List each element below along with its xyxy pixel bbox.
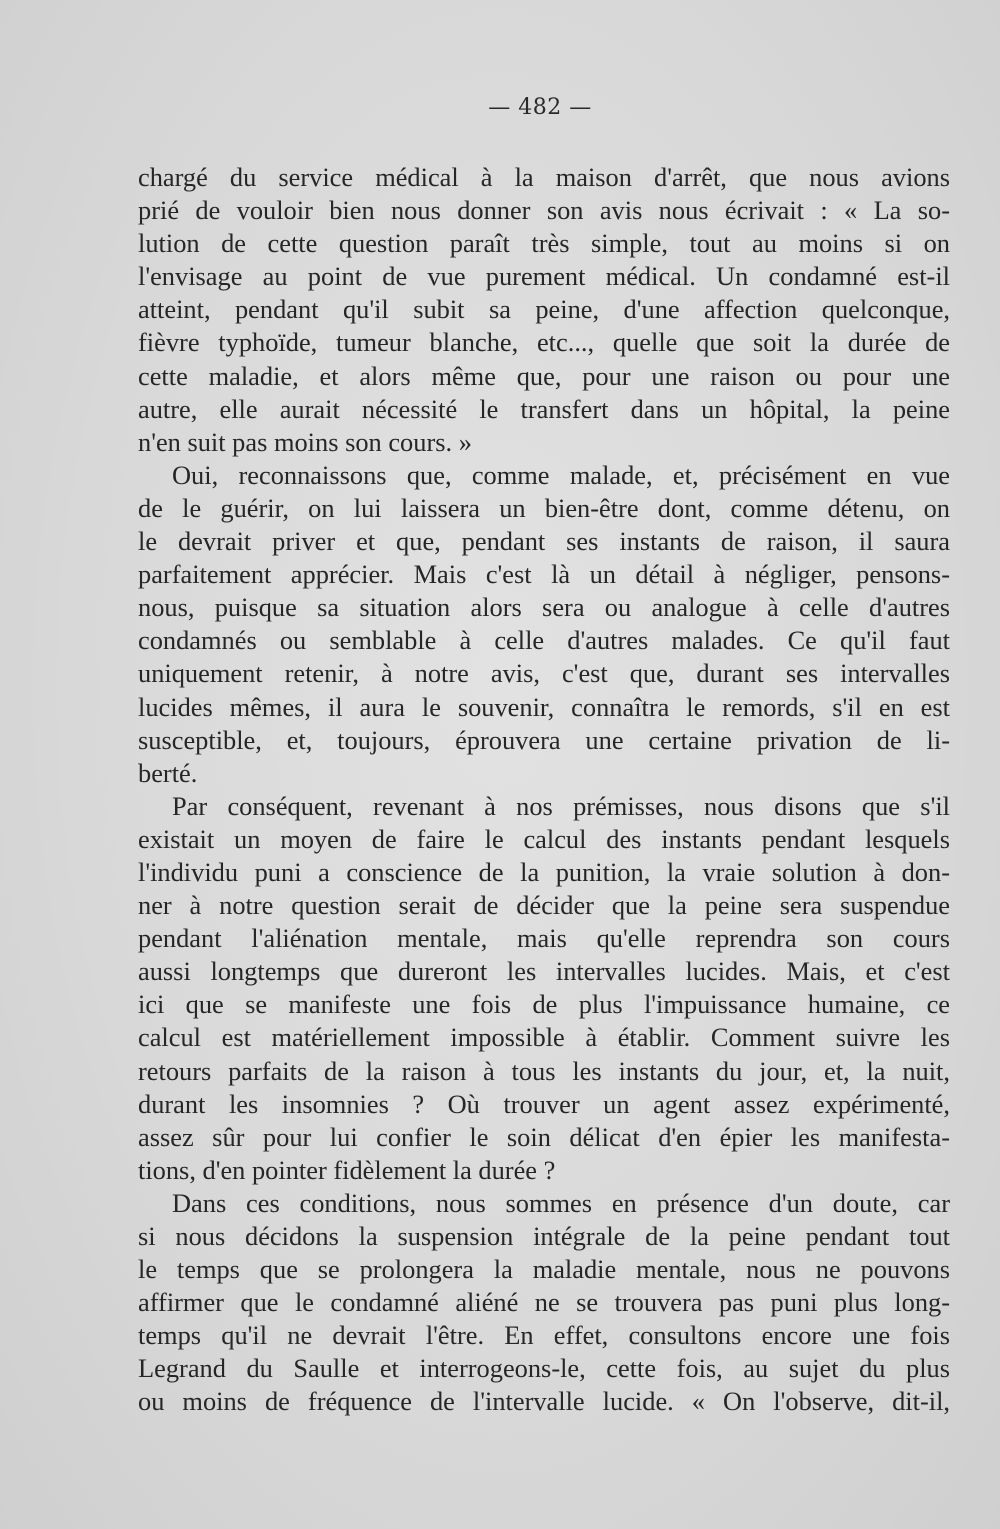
text-line: Oui, reconnaissons que, comme malade, et, précisément en vue	[172, 459, 950, 490]
text-line: berté.	[138, 757, 198, 788]
text-line: calcul est matériellement impossible à établir. Comment suivre les	[138, 1022, 950, 1053]
text-line: de le guérir, on lui laissera un bien-être dont, comme détenu, on	[138, 492, 950, 523]
text-line: ou moins de fréquence de l'intervalle lucide. « On l'observe, dit-il,	[138, 1386, 950, 1417]
text-line: susceptible, et, toujours, éprouvera une certaine privation de li-	[138, 724, 950, 755]
text-line: tions, d'en pointer fidèlement la durée ?	[138, 1154, 556, 1185]
text-line: lucides mêmes, il aura le souvenir, connaîtra le remords, s'il en est	[138, 691, 950, 722]
text-line: chargé du service médical à la maison d'arrêt, que nous avions	[138, 162, 950, 192]
text-line: le devrait priver et que, pendant ses instants de raison, il saura	[138, 526, 950, 557]
text-line: l'envisage au point de vue purement médical. Un condamné est-il	[138, 261, 950, 292]
text-line: ici que se manifeste une fois de plus l'impuissance humaine, ce	[138, 989, 950, 1020]
text-line: si nous décidons la suspension intégrale de la peine pendant tout	[138, 1221, 950, 1251]
text-line: n'en suit pas moins son cours. »	[138, 426, 472, 457]
text-line: parfaitement apprécier. Mais c'est là un détail à négliger, pensons-	[138, 559, 950, 590]
text-line: Par conséquent, revenant à nos prémisses, nous disons que s'il	[172, 790, 950, 821]
text-line: ner à notre question serait de décider que la peine sera suspendue	[138, 890, 950, 921]
text-line: fièvre typhoïde, tumeur blanche, etc..., quelle que soit la durée de	[138, 327, 950, 358]
text-line: pendant l'aliénation mentale, mais qu'elle reprendra son cours	[138, 923, 950, 954]
text-line: Legrand du Saulle et interrogeons-le, cette fois, au sujet du plus	[138, 1353, 950, 1384]
text-line: lution de cette question paraît très simple, tout au moins si on	[138, 228, 950, 259]
text-line: affirmer que le condamné aliéné ne se trouvera pas puni plus long-	[138, 1287, 950, 1318]
text-line: nous, puisque sa situation alors sera ou analogue à celle d'autres	[138, 592, 950, 623]
text-line: cette maladie, et alors même que, pour une raison ou pour une	[138, 360, 950, 391]
text-line: prié de vouloir bien nous donner son avis nous écrivait : « La so-	[138, 195, 950, 226]
body-text	[138, 161, 950, 1419]
text-line: aussi longtemps que dureront les intervalles lucides. Mais, et c'est	[138, 956, 950, 987]
text-line: Dans ces conditions, nous sommes en présence d'un doute, car	[172, 1187, 950, 1218]
text-line: temps qu'il ne devrait l'être. En effet, consultons encore une fois	[138, 1320, 950, 1351]
page-number: — 482 —	[488, 95, 592, 120]
text-line: le temps que se prolongera la maladie mentale, nous ne pouvons	[138, 1254, 950, 1285]
text-line: durant les insomnies ? Où trouver un agent assez expérimenté,	[138, 1088, 950, 1119]
text-line: autre, elle aurait nécessité le transfert dans un hôpital, la peine	[138, 393, 950, 424]
text-line: uniquement retenir, à notre avis, c'est que, durant ses intervalles	[138, 658, 950, 689]
text-line: condamnés ou semblable à celle d'autres malades. Ce qu'il faut	[138, 625, 950, 656]
text-line: retours parfaits de la raison à tous les instants du jour, et, la nuit,	[138, 1055, 950, 1086]
text-line: existait un moyen de faire le calcul des instants pendant lesquels	[138, 823, 950, 854]
text-line: atteint, pendant qu'il subit sa peine, d'une affection quelconque,	[138, 294, 950, 325]
text-line: assez sûr pour lui confier le soin délicat d'en épier les manifesta-	[138, 1121, 950, 1152]
text-line: l'individu puni a conscience de la punition, la vraie solution à don-	[138, 856, 950, 887]
